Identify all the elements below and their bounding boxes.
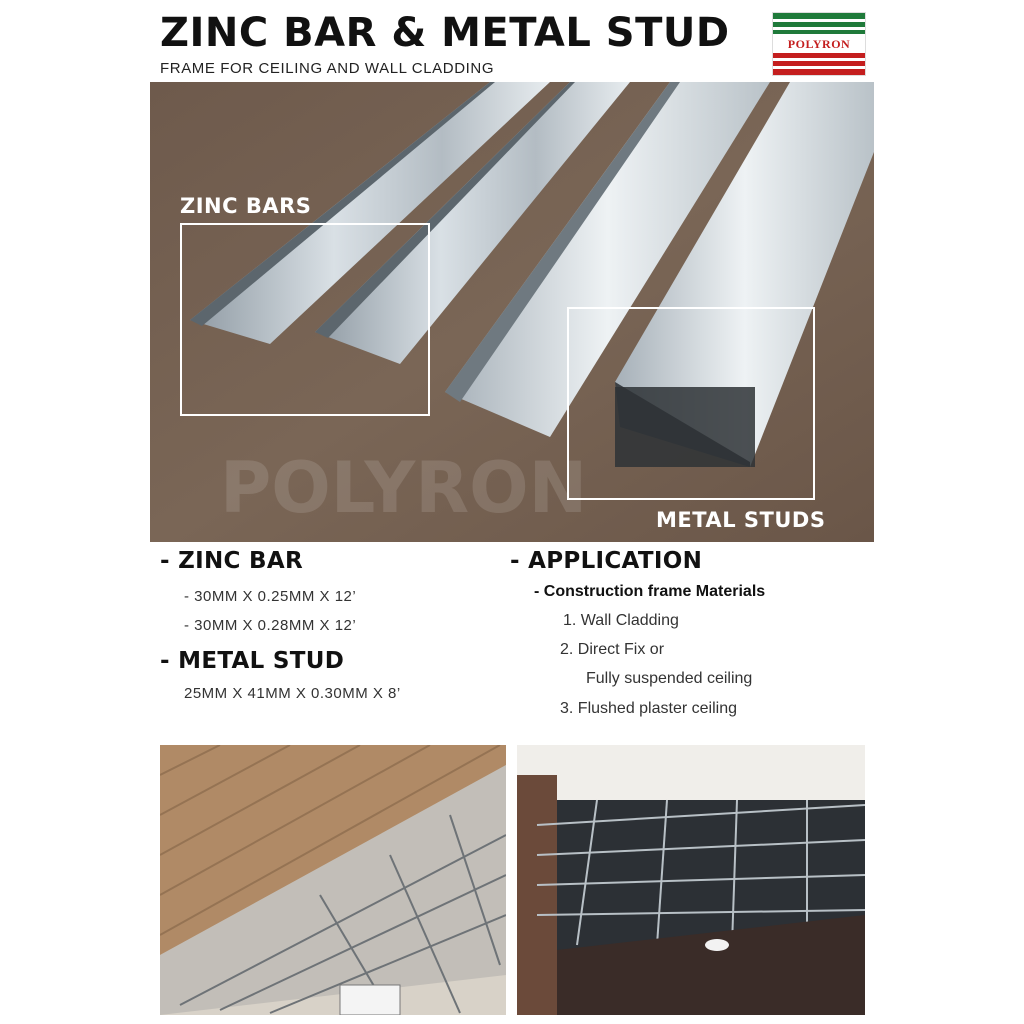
zinc-bar-spec-2: - 30MM X 0.28MM X 12’: [184, 617, 357, 634]
application-item-1: 1. Wall Cladding: [563, 612, 679, 629]
metal-stud-spec: 25MM X 41MM X 0.30MM X 8’: [184, 685, 401, 702]
application-item-3: 3. Flushed plaster ceiling: [560, 700, 737, 717]
zinc-bars-highlight-box: [180, 223, 430, 416]
application-item-2-cont: Fully suspended ceiling: [586, 670, 753, 687]
main-product-photo: [150, 82, 874, 542]
zinc-bar-heading: - ZINC BAR: [160, 548, 303, 574]
metal-studs-highlight-box: [567, 307, 815, 500]
polyron-logo: [772, 12, 866, 76]
wood-ceiling-photo: [160, 745, 506, 1015]
metal-studs-label: METAL STUDS: [656, 508, 826, 532]
page-subtitle: FRAME FOR CEILING AND WALL CLADDING: [160, 60, 495, 77]
suspended-ceiling-image: [517, 745, 865, 1015]
zinc-bars-label: ZINC BARS: [180, 194, 312, 218]
metal-stud-heading: - METAL STUD: [160, 648, 345, 674]
wood-ceiling-image: [160, 745, 506, 1015]
svg-text:POLYRON: POLYRON: [220, 447, 588, 529]
zinc-bar-spec-1: - 30MM X 0.25MM X 12’: [184, 588, 357, 605]
application-item-2: 2. Direct Fix or: [560, 641, 665, 658]
page-title: ZINC BAR & METAL STUD: [160, 10, 730, 56]
application-subheading: - Construction frame Materials: [534, 583, 766, 600]
logo-text: POLYRON: [773, 37, 865, 52]
suspended-ceiling-photo: [517, 745, 865, 1015]
application-heading: - APPLICATION: [510, 548, 703, 574]
